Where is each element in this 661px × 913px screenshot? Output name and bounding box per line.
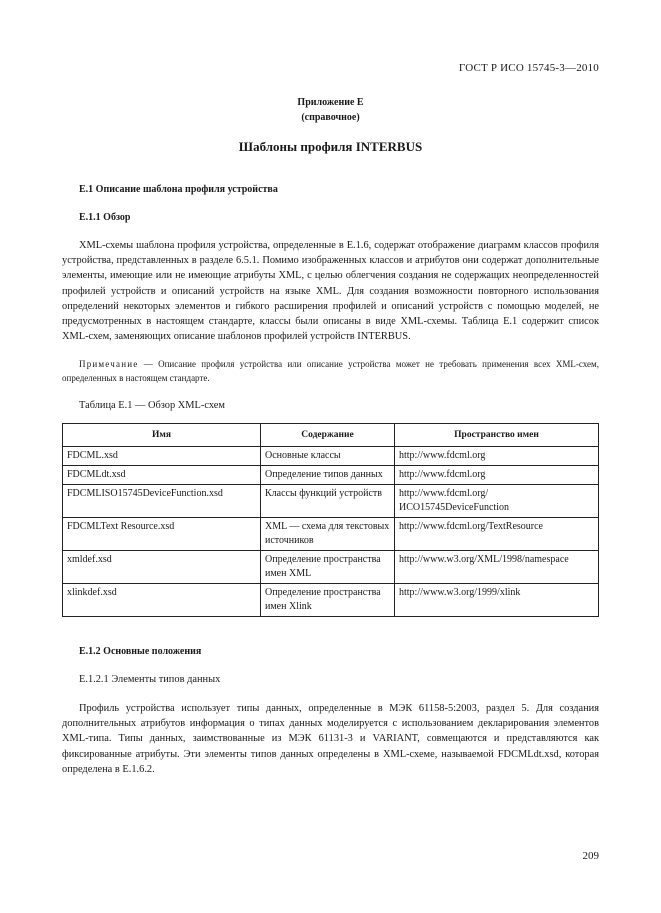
section-heading-e12: Е.1.2 Основные положения <box>79 646 202 657</box>
note <box>62 358 599 385</box>
cell-name: xlinkdef.xsd <box>63 584 261 617</box>
cell-content: Определение типов данных <box>261 466 395 485</box>
cell-content: Основные классы <box>261 447 395 466</box>
section-heading-e1: Е.1 Описание шаблона профиля устройства <box>79 184 278 195</box>
cell-namespace: http://www.fdcml.org <box>395 466 599 485</box>
section-heading-e11: Е.1.1 Обзор <box>79 212 131 223</box>
cell-content: Определение пространства имен Xlink <box>261 584 395 617</box>
cell-content: XML — схема для текстовых источников <box>261 518 395 551</box>
cell-name: FDCML.xsd <box>63 447 261 466</box>
table-caption: Таблица Е.1 — Обзор XML-схем <box>79 400 225 411</box>
table-row <box>63 584 599 617</box>
appendix-title: Приложение Е <box>297 97 364 108</box>
table-row <box>63 518 599 551</box>
table-row <box>63 485 599 518</box>
standard-header: ГОСТ Р ИСО 15745-3—2010 <box>458 62 599 74</box>
table-row <box>63 466 599 485</box>
column-header-namespace: Пространство имен <box>395 424 599 447</box>
cell-namespace: http://www.w3.org/1999/xlink <box>395 584 599 617</box>
cell-name: FDCMLISO15745DeviceFunction.xsd <box>63 485 261 518</box>
note-text: — Описание профиля устройства или описание устройства может не требовать применения всех XML-схем, определенных в настоящем стандарте. <box>62 359 599 383</box>
cell-name: FDCMLText Resource.xsd <box>63 518 261 551</box>
table-row <box>63 551 599 584</box>
data-types-paragraph <box>62 701 599 777</box>
cell-namespace: http://www.fdcml.org <box>395 447 599 466</box>
cell-content: Определение пространства имен XML <box>261 551 395 584</box>
cell-name: xmldef.xsd <box>63 551 261 584</box>
appendix-subtitle: (справочное) <box>301 112 360 123</box>
xml-schema-table <box>62 423 599 617</box>
table-header-row <box>63 424 599 447</box>
cell-name: FDCMLdt.xsd <box>63 466 261 485</box>
appendix-main-title: Шаблоны профиля INTERBUS <box>238 139 423 154</box>
table-row <box>63 447 599 466</box>
cell-content: Классы функций устройств <box>261 485 395 518</box>
page-number: 209 <box>582 850 599 862</box>
cell-namespace: http://www.fdcml.org/ ИСО15745DeviceFunction <box>395 485 599 518</box>
column-header-name: Имя <box>63 424 261 447</box>
overview-text: XML-схемы шаблона профиля устройства, определенные в Е.1.6, содержат отображение диаграмм классов профиля устройства, представленных в разделе 6.5.1. Помимо изображенных классов и атрибутов они содержат дополнительные элементы, имеющие или не имеющие атрибуты XML, с целью облегчения создания не содержащих неопределенностей профилей устройств и описаний устройств на языке XML. Для создания возможности повторного использования определений некоторых элементов и гибкого расширения профилей и описаний устройств с помощью моделей, не предусмотренных в настоящем стандарте, классы были описаны в виде XML-схемы. Таблица Е.1 содержит список XML-схем, заменяющих описание шаблонов профилей устройств INTERBUS. <box>62 240 599 343</box>
subsection-heading-e121: Е.1.2.1 Элементы типов данных <box>79 674 221 685</box>
overview-paragraph <box>62 238 599 344</box>
column-header-content: Содержание <box>261 424 395 447</box>
cell-namespace: http://www.fdcml.org/TextResource <box>395 518 599 551</box>
note-label: Примечание <box>79 359 139 369</box>
data-types-text: Профиль устройства использует типы данных, определенные в МЭК 61158-5:2003, раздел 5. Для создания дополнительных атрибутов информация о типах данных моделируется с использованием декларирования элементов XML-типа. Типы данных, заимствованные из МЭК 61131-3 и VARIANT, совмещаются и представляются как фиксированные атрибуты. Эти элементы типов данных определены в XML-схеме, называемой FDCMLdt.xsd, которая определена в Е.1.6.2. <box>62 703 599 775</box>
cell-namespace: http://www.w3.org/XML/1998/namespace <box>395 551 599 584</box>
